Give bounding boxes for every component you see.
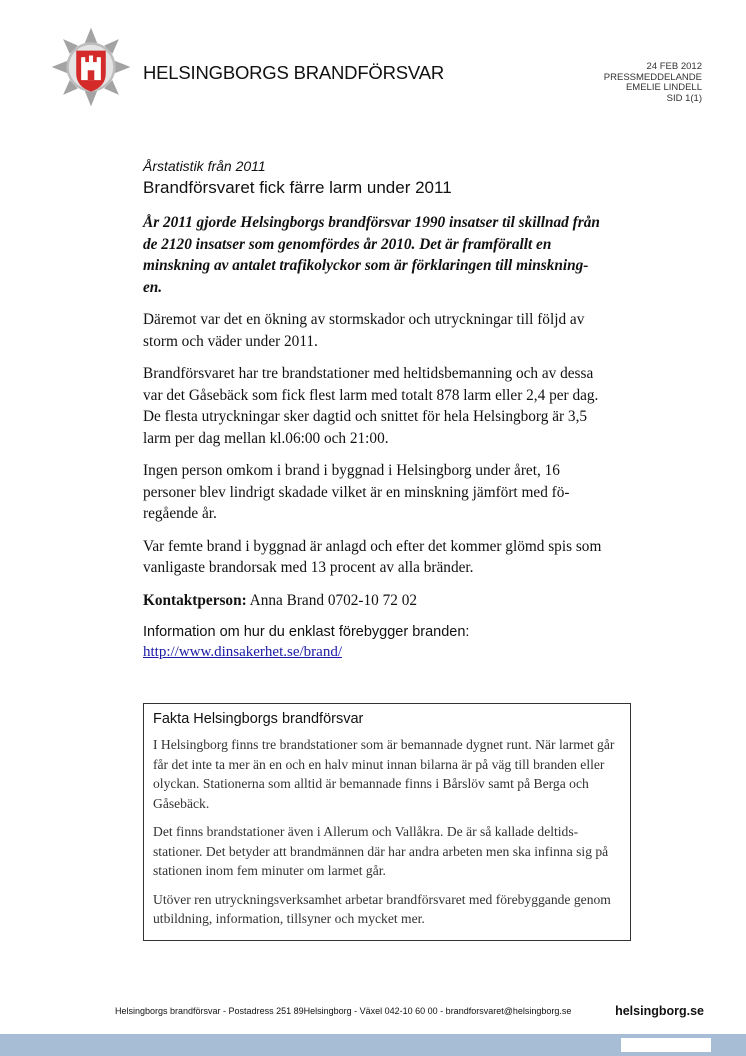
article-body [143,212,605,662]
info-link[interactable]: http://www.dinsakerhet.se/brand/ [143,644,342,660]
meta-date: 24 FEB 2012 [646,61,702,72]
info-block [143,622,605,662]
article-headline: Brandförsvaret fick färre larm under 2011 [143,178,452,197]
contact-label: Kontaktperson: [143,591,247,609]
meta-doc-type: PRESSMEDDELANDE [603,71,702,83]
meta-author: EMELIE LINDELL [625,82,702,93]
meta-page: SID 1(1) [666,92,702,104]
lead-paragraph: År 2011 gjorde Helsingborgs brandförsvar 1990 insatser til skillnad från de 2120 insatser som genomfördes år 2010. Det är framförallt en minskning av antalet trafikolyckor som är förklaringen till minskning-en. [143,214,600,296]
footer-address: Helsingborgs brandförsvar - Postadress 251 89Helsingborg - Växel 042-10 60 00 - brandforsvaret@helsingborg.se [115,1006,572,1016]
facts-box [143,703,631,941]
body-paragraph: Brandförsvaret har tre brandstationer med heltidsbemanning och av dessa var det Gåsebäck som fick flest larm med totalt 878 larm eller 2,4 per dag. De flesta utryckningar sker dagtid och snittet för hela Helsingborg är 3,5 larm per dag mellan kl.06:00 och 21:00. [143,365,599,447]
fire-department-logo [50,26,132,108]
organization-name: HELSINGBORGS BRANDFÖRSVAR [143,62,444,83]
contact-line [143,590,605,612]
facts-paragraph: Utöver ren utryckningsverksamhet arbetar brandförsvaret med förebyggande genom utbildning, information, tillsyner och mycket mer. [153,891,611,926]
article-kicker: Årstatistik från 2011 [143,158,266,174]
contact-value: Anna Brand 0702-10 72 02 [249,591,418,609]
footer-site: helsingborg.se [615,1004,704,1018]
body-paragraph: Var femte brand i byggnad är anlagd och efter det kommer glömd spis som vanligaste brandorsak med 13 procent av alla bränder. [143,537,602,576]
info-text: Information om hur du enklast förebygger branden: [143,624,470,640]
bottom-bar-box [621,1038,711,1052]
facts-title: Fakta Helsingborgs brandförsvar [153,711,364,727]
facts-paragraph: I Helsingborg finns tre brandstationer som är bemannade dygnet runt. När larmet går får det inte ta mer än en och en halv minut innan bilarna är på väg till branden eller olyckan. Stationerna som alltid är bemannade finns i Bårslöv samt på Berga och Gåsebäck. [153,737,615,811]
facts-paragraph: Det finns brandstationer även i Allerum och Vallåkra. De är så kallade deltids-stationer. Det betyder att brandmännen där har andra arbeten men ska infinna sig på stationen inom fem minuter om larmet går. [153,824,609,878]
body-paragraph: Ingen person omkom i brand i byggnad i Helsingborg under året, 16 personer blev lindrigt skadade vilket är en minskning jämfört med fö-regående år. [143,462,570,522]
body-paragraph: Däremot var det en ökning av stormskador och utryckningar till följd av storm och väder under 2011. [143,311,585,350]
document-meta [604,62,702,104]
